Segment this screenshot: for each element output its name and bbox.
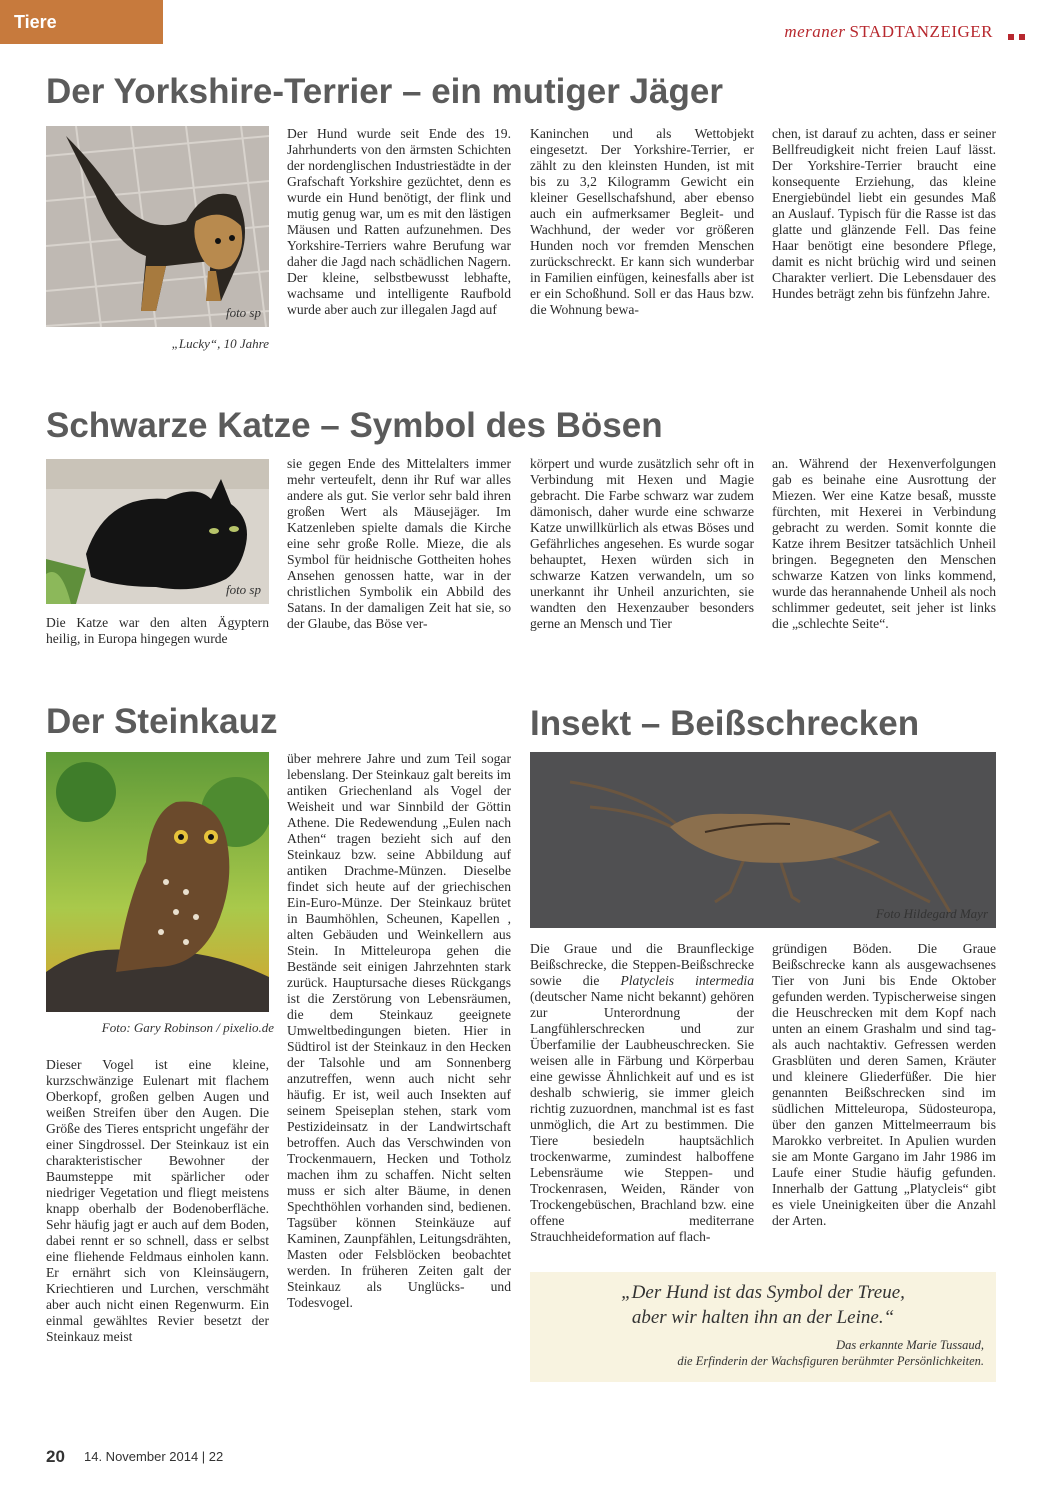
photo-credit: Foto Hildegard Mayr	[875, 906, 988, 921]
bush-cricket-photo	[530, 752, 996, 928]
article-column-1: Der Hund wurde seit Ende des 19. Jahrhunderts von den ärmsten Schichten der nordenglischen Industriestädte in der Grafschaft Yorkshire gezüchtet, denn es wurde ein Hund benötigt, der flink und mutig genug war, um es mit den lästigen Mäusen und Ratten aufzunehmen. Des Yorkshire-Terriers wahre Berufung war daher die Jagd nach schädlichen Nagern. Der kleine, selbstbewusst lebhafte, wachsame und intelligente Raufbold wurde aber auch zur illegalen Jagd auf	[287, 126, 511, 317]
text-segment: (deutscher Name nicht bekannt) gehören zur Unterordnung der Langfühlerschrecken und zur Überfamilie der Laubheuschrecken. Sie weisen alle in Färbung und Körperbau eine gewisse Ähnlichkeit auf und es ist deshalb schwierig, sie immer gleich richtig zuzuordnen, manchmal ist es fast unmöglich, die Art zu bestimmen. Die Tiere besiedeln hauptsächlich trockenwarme, zumindest halboffene Lebensräume wie Steppen- und Trockenrasen, Weiden, Ränder von Trockengebüschen, Brachland bzw. eine offene mediterrane Strauchheideformation auf flach-	[530, 989, 754, 1244]
yorkshire-terrier-photo	[46, 126, 269, 327]
photo-caption: „Lucky“, 10 Jahre	[171, 336, 269, 351]
quote-line: aber wir halten ihn an der Leine.“	[631, 1307, 895, 1328]
article-column-3: an. Während der Hexenverfolgungen gab es beinahe eine Ausrottung der Miezen. Wer eine Katze besaß, musste fürchten, mit Hexerei in Verbindung gebracht zu werden. Somit konnte die Katze ihrem Besitzer tatsächlich Unheil bringen. Begegneten den Menschen schwarze Katzen von links kommend, wurde das herannahende Unheil als noch schlimmer gedeutet, seit jeher ist links die „schlechte Seite“.	[772, 456, 996, 631]
little-owl-photo	[46, 752, 269, 1012]
black-cat-photo	[46, 459, 269, 604]
quote-source: die Erfinderin der Wachsfiguren berühmter Persönlichkeiten.	[677, 1354, 984, 1368]
brand-name: STADTANZEIGER	[849, 22, 993, 41]
issue-date: 14. November 2014 | 22	[84, 1449, 224, 1464]
article-title: Schwarze Katze – Symbol des Bösen	[46, 406, 663, 445]
article-column-1: Dieser Vogel ist eine kleine, kurzschwänzige Eulenart mit flachem Oberkopf, großen gelben Augen und weißen Streifen über den Augen. Die Größe des Tieres entspricht ungefähr der einer Singdrossel. Der Steinkauz ist ein charakteristischer Bewohner der Baumsteppe mit spärlicher oder niedriger Vegetation und fliegt meistens knapp oberhalb der Bodenoberfläche. Sehr häufig jagt er auch auf dem Boden, dabei rennt er so schnell, dass er selbst eine fliehende Feldmaus einholen kann. Er ernährt sich von Kleinsäugern, Kriechtieren und Lurchen, verschmäht aber auch nicht einen Regenwurm. Ein einmal gewähltes Revier besetzt der Steinkauz meist	[46, 1057, 269, 1344]
article-column-0: Die Katze war den alten Ägyptern heilig, in Europa hingegen wurde	[46, 615, 269, 646]
photo-credit: foto sp	[225, 305, 261, 320]
section-tag: Tiere	[0, 0, 163, 44]
article-column-2: gründigen Böden. Die Graue Beißschrecke kann als ausgewachsenes Tier von Juni bis Ende Oktober gefunden werden. Typischerweise singen die Heuschrecken mit dem Kopf nach unten an einem Grashalm und sind tag- als auch nachtaktiv. Gefressen werden Grasblüten und deren Samen, Kräuter und kleinere Gliederfüßer. Die hier genannten Beißschrecken sind im südlichen Mitteleuropa, Südosteuropa, über den ganzen Mittelmeerraum bis Marokko verbreitet. In Apulien wurden sie am Monte Gargano im Jahr 1986 im Laufe einer Studie häufig gefunden. Innerhalb der Gattung „Platycleis“ gibt es viele Uneinigkeiten über die Anzahl der Arten.	[772, 941, 996, 1228]
article-column-3: chen, ist darauf zu achten, dass er seiner Bellfreudigkeit nicht freien Lauf lässt. Der Yorkshire-Terrier braucht eine konsequente Erziehung, das kleine Energiebündel liebt ein gesundes Maß an Auslauf. Typisch für die Rasse ist das glatte und glänzende Fell. Das feine Haar benötigt eine besondere Pflege, damit es nicht brüchig wird und seinen Charakter verliert. Die Lebensdauer des Hundes beträgt zehn bis fünfzehn Jahre.	[772, 126, 996, 301]
article-column-2: über mehrere Jahre und zum Teil sogar lebenslang. Der Steinkauz galt bereits im antiken Griechenland als Vogel der Weisheit und war Sinnbild der Göttin Athene. Die Redewendung „Eulen nach Athen“ tragen bezieht sich auf den Steinkauz bzw. seine Abbildung auf antiken Drachme-Münzen. Dieselbe findet sich heute auf der griechischen Ein-Euro-Münze. Der Steinkauz brütet in Baumhöhlen, Scheunen, Kapellen , alten Gebäuden und Weinkellern aus Stein. In Mitteleuropa gehen die Bestände seit einigen Jahrzehnten stark zurück. Hauptursache dieses Rückgangs ist die Zerstörung von Lebensräumen, die dem Steinkauz geeignete Umweltbedingungen bieten. Hier in Südtirol ist der Steinkauz in den Hecken der Talsohle und am Sonnenberg anzutreffen, wenn auch nicht sehr häufig. Er ist, weil auch Insekten auf seinem Speiseplan stehen, stark vom Pestizideinsatz in der Landwirtschaft betroffen. Auch das Verschwinden von Trockenmauern, Hecken und Totholz machen ihm zu schaffen. Nicht selten muss er sich alter Bäume, in denen Spechthöhlen vorhanden sind, bedienen. Tagsüber können Steinkäuze auf Kaminen, Zaunpfählen, Leitungsdrähten, Masten oder Felsblöcken beobachtet werden. In früheren Zeiten galt der Steinkauz als Unglücks- und Todesvogel.	[287, 751, 511, 1310]
brand-script: meraner	[784, 22, 846, 41]
article-column-2: körpert und wurde zusätzlich sehr oft in Verbindung mit Hexen und Magie gebracht. Die Farbe schwarz war zudem dämonisch, daher wurde eine schwarze Katze unwillkürlich als etwas Böses und Gefährliches angesehen. Es wurde sogar behauptet, Hexen würden sich in schwarze Katzen verwandeln, um so unerkannt ihr Unheil anzurichten, sie wandten den Hexenzauber besonders gerne an Mensch und Tier	[530, 456, 754, 631]
publication-logo	[784, 22, 993, 42]
species-name: Platycleis intermedia	[620, 973, 754, 988]
page-number: 20	[46, 1447, 65, 1466]
article-title: Insekt – Beißschrecken	[530, 704, 920, 743]
photo-credit: foto sp	[225, 582, 261, 597]
article-title: Der Steinkauz	[46, 702, 278, 741]
article-column-2: Kaninchen und als Wettobjekt eingesetzt. Der Yorkshire-Terrier, er zählt zu den kleinsten Hunden, ist mit bis zu 3,2 Kilogramm Gewicht ein kleiner Gesellschafshund, aber ebenso auch ein aufmerksamer Begleit- und Wachhund, der weder vor größeren Hunden noch vor fremden Menschen zurückschreckt. Er kann sich wunderbar in Familien einfügen, keinesfalls aber ist er ein Schoßhund. Soll er das Haus bzw. die Wohnung bewa-	[530, 126, 754, 317]
quote-line: „Der Hund ist das Symbol der Treue,	[621, 1282, 905, 1303]
article-column-1	[530, 941, 754, 1245]
quote-source: Das erkannte Marie Tussaud,	[836, 1338, 984, 1352]
text-segment: Die Graue und die Braunfleckige Beißschrecke, die Steppen-Beißschrecke sowie die	[530, 941, 754, 988]
article-title: Der Yorkshire-Terrier – ein mutiger Jäger	[46, 72, 723, 111]
brand-squares-icon	[1003, 27, 1025, 45]
article-column-1: sie gegen Ende des Mittelalters immer mehr verteufelt, denn ihr Ruf war alles andere als gut. Sie verlor sehr bald ihren großen Wert als Mäusejäger. Im Katzenleben spielte damals die Kirche eine sehr große Rolle. Mieze, die als Symbol für heidnische Gottheiten hohes Ansehen genossen hatte, war in der christlichen Symbolik ein Abbild des Satans. In der damaligen Zeit hat sie, so der Glaube, das Böse ver-	[287, 456, 511, 631]
photo-credit: Foto: Gary Robinson / pixelio.de	[101, 1020, 274, 1035]
quote-box	[530, 1272, 996, 1382]
